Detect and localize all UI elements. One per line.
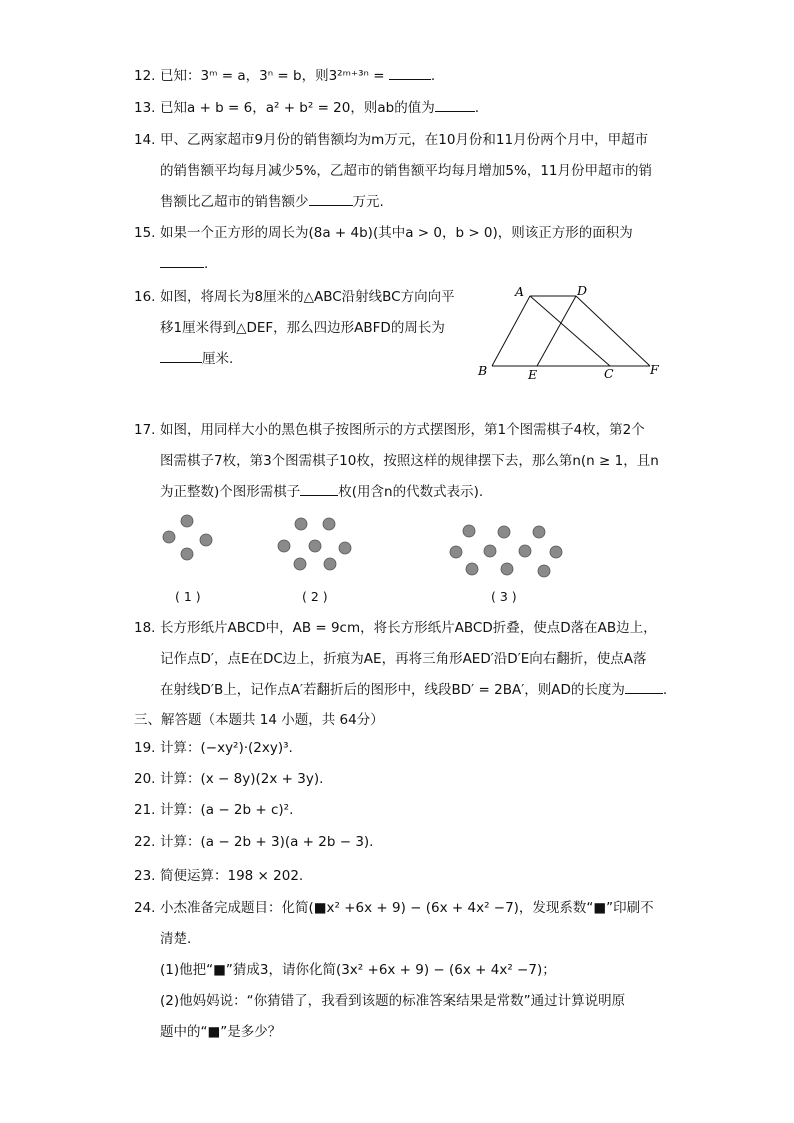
question-12 bbox=[134, 61, 674, 92]
question-number: 21. bbox=[134, 802, 156, 818]
chess-piece bbox=[163, 531, 175, 543]
chess-piece bbox=[323, 518, 335, 530]
pattern-2 bbox=[278, 518, 351, 570]
label-D: D bbox=[577, 283, 588, 298]
question-line: 如果一个正方形的周长为(8a + 4b)(其中a > 0，b > 0)，则该正方形的面积为 bbox=[160, 225, 633, 241]
question-line: 记作点D′，点E在DC边上，折痕为AE，再将三角形AED′沿D′E向右翻折，使点A落 bbox=[160, 651, 647, 667]
question-17 bbox=[134, 415, 674, 508]
answer-blank[interactable] bbox=[625, 679, 663, 694]
question-number: 12. bbox=[134, 68, 156, 84]
question-line: 移1厘米得到△DEF，那么四边形ABFD的周长为 bbox=[160, 320, 445, 336]
chess-piece bbox=[466, 563, 478, 575]
chess-piece bbox=[519, 545, 531, 557]
answer-blank[interactable] bbox=[160, 253, 204, 268]
chess-piece bbox=[295, 518, 307, 530]
chess-piece bbox=[181, 515, 193, 527]
question-line: 万元. bbox=[352, 194, 384, 210]
question-number: 18. bbox=[134, 620, 156, 636]
question-text: 计算：(a − 2b + 3)(a + 2b − 3). bbox=[160, 834, 374, 850]
question-number: 24. bbox=[134, 900, 156, 916]
segment-AB bbox=[492, 296, 530, 366]
question-number: 16. bbox=[134, 289, 156, 305]
chess-piece bbox=[278, 540, 290, 552]
question-line: 在射线D′B上，记作点A′若翻折后的图形中，线段BD′ = 2BA′，则AD的长度为 bbox=[160, 682, 625, 698]
section-heading: 三、解答题（本题共 14 小题，共 64分） bbox=[134, 712, 384, 728]
answer-blank[interactable] bbox=[160, 348, 202, 363]
question-number: 23. bbox=[134, 868, 156, 884]
label-B: B bbox=[478, 363, 488, 378]
figure-caption-1: ( 1 ) bbox=[175, 589, 201, 604]
question-text: 已知：3ᵐ = a，3ⁿ = b，则3²ᵐ⁺³ⁿ = bbox=[160, 68, 389, 84]
label-A: A bbox=[515, 284, 525, 299]
chess-piece bbox=[498, 526, 510, 538]
question-line: 为正整数)个图形需棋子 bbox=[160, 484, 301, 500]
label-C: C bbox=[604, 366, 614, 381]
pattern-3 bbox=[450, 525, 562, 577]
question-text: 简便运算：198 × 202. bbox=[160, 868, 304, 884]
chess-piece bbox=[181, 548, 193, 560]
question-text: 计算：(−xy²)·(2xy)³. bbox=[160, 740, 293, 756]
pattern-1 bbox=[163, 515, 212, 560]
chess-piece bbox=[538, 565, 550, 577]
question-line: 如图，将周长为8厘米的△ABC沿射线BC方向向平 bbox=[160, 289, 455, 305]
question-line: 清楚. bbox=[160, 931, 192, 947]
question-end: . bbox=[430, 68, 436, 84]
question-22 bbox=[134, 827, 674, 858]
question-number: 20. bbox=[134, 771, 156, 787]
question-line: 售额比乙超市的销售额少 bbox=[160, 194, 309, 210]
question-number: 13. bbox=[134, 100, 156, 116]
chess-piece bbox=[200, 534, 212, 546]
sub-question-2: (2)他妈妈说：“你猜错了，我看到该题的标准答案结果是常数”通过计算说明原 bbox=[160, 993, 626, 1009]
question-number: 17. bbox=[134, 422, 156, 438]
question-line: 枚(用含n的代数式表示). bbox=[338, 484, 484, 500]
question-number: 22. bbox=[134, 834, 156, 850]
question-24 bbox=[134, 893, 674, 1048]
question-text: 已知a + b = 6，a² + b² = 20，则ab的值为 bbox=[160, 100, 435, 116]
question-end: . bbox=[474, 100, 479, 116]
chess-piece bbox=[501, 563, 513, 575]
chess-piece bbox=[294, 558, 306, 570]
question-21 bbox=[134, 795, 674, 826]
question-line: 厘米. bbox=[202, 351, 234, 367]
question-number: 15. bbox=[134, 225, 156, 241]
chess-pieces-pattern-figure bbox=[150, 508, 580, 583]
label-F: F bbox=[650, 362, 659, 377]
chess-piece bbox=[324, 558, 336, 570]
sub-question-2-cont: 题中的“■”是多少？ bbox=[160, 1024, 282, 1040]
question-line: 甲、乙两家超市9月份的销售额均为m万元，在10月份和11月份两个月中，甲超市 bbox=[160, 132, 649, 148]
chess-piece bbox=[533, 526, 545, 538]
question-18 bbox=[134, 613, 674, 706]
chess-piece bbox=[550, 546, 562, 558]
question-15 bbox=[134, 218, 674, 280]
figure-caption-3: ( 3 ) bbox=[491, 589, 517, 604]
question-line: 的销售额平均每月减少5%，乙超市的销售额平均每月增加5%，11月份甲超市的销 bbox=[160, 163, 653, 179]
question-line: 小杰准备完成题目：化简(■x² +6x + 9) − (6x + 4x² −7)，发现系数“■”印刷不 bbox=[160, 900, 654, 916]
question-number: 19. bbox=[134, 740, 156, 756]
question-19 bbox=[134, 733, 674, 764]
chess-piece bbox=[450, 546, 462, 558]
answer-blank[interactable] bbox=[300, 481, 338, 496]
answer-blank[interactable] bbox=[309, 191, 353, 206]
label-E: E bbox=[528, 367, 538, 382]
segment-DF bbox=[576, 296, 650, 366]
question-line: 图需棋子7枚，第3个图需棋子10枚，按照这样的规律摆下去，那么第n(n ≥ 1，且n bbox=[160, 453, 659, 469]
sub-question-1: (1)他把“■”猜成3，请你化简(3x² +6x + 9) − (6x + 4x² −7)； bbox=[160, 962, 556, 978]
figure-caption-2: ( 2 ) bbox=[302, 589, 328, 604]
question-line: 如图，用同样大小的黑色棋子按图所示的方式摆图形，第1个图需棋子4枚，第2个 bbox=[160, 422, 645, 438]
question-number: 14. bbox=[134, 132, 156, 148]
question-end: . bbox=[662, 682, 668, 698]
question-13 bbox=[134, 93, 674, 124]
question-20 bbox=[134, 764, 674, 795]
answer-blank[interactable] bbox=[435, 97, 475, 112]
question-16 bbox=[134, 282, 454, 375]
question-end: . bbox=[204, 256, 209, 272]
chess-piece bbox=[484, 545, 496, 557]
question-line: 长方形纸片ABCD中，AB = 9cm，将长方形纸片ABCD折叠，使点D落在AB边上， bbox=[160, 620, 657, 636]
answer-blank[interactable] bbox=[389, 65, 431, 80]
question-text: 计算：(a − 2b + c)². bbox=[160, 802, 294, 818]
question-text: 计算：(x − 8y)(2x + 3y). bbox=[160, 771, 324, 787]
chess-piece bbox=[463, 525, 475, 537]
chess-piece bbox=[339, 542, 351, 554]
parallelogram-translation-figure bbox=[470, 278, 670, 388]
question-23 bbox=[134, 861, 674, 892]
chess-piece bbox=[309, 540, 321, 552]
question-14 bbox=[134, 125, 674, 218]
